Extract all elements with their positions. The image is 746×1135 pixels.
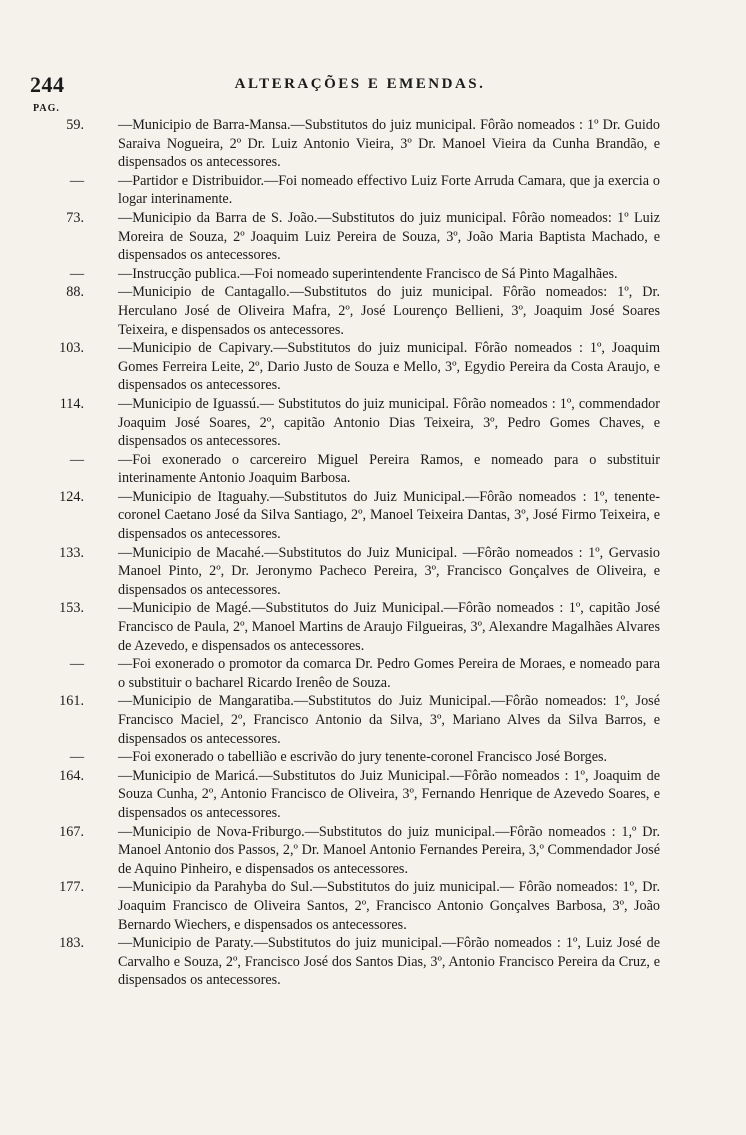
entry-number: 103. [59,340,84,357]
entry [59,488,660,544]
entry [69,265,660,284]
entry-text: —Instrucção publica.—Foi nomeado superintendente Francisco de Sá Pinto Magalhães. [118,265,618,282]
entry [59,599,660,655]
entry-text: —Municipio de Capivary.—Substitutos do juiz municipal. Fôrão nomeados : 1º, Joaquim Gomes Ferreira Leite, 2º, Dario Justo de Souza e Mello, 3º, Egydio Pereira da Costa Araujo, e dispensados os antecessores. [118,340,660,394]
entry [69,655,660,692]
entry-number: 133. [59,544,84,561]
entry-number: — [69,265,84,282]
entry-text: —Municipio da Parahyba do Sul.—Substitutos do juiz municipal.— Fôrão nomeados: 1º, Dr. Joaquim Francisco de Oliveira Santos, 2º, Francisco Antonio Gonçalves Barbosa, 3º, João Bernardo Wiechers, e dispensados os antecessores. [118,879,660,933]
entry [59,767,660,823]
column-label: PAG. [33,103,60,114]
entry-text: —Municipio de Magé.—Substitutos do Juiz Municipal.—Fôrão nomeados : 1º, capitão José Francisco de Paula, 2º, Manoel Martins de Araujo Filgueiras, 3º, Alexandre Magalhães Alvares de Azevedo, e dispensados os antecessores. [118,600,660,654]
entry-text: —Municipio de Macahé.—Substitutos do Juiz Municipal. —Fôrão nomeados : 1º, Gervasio Manoel Pinto, 2º, Dr. Jeronymo Pacheco Pereira, 3º, Francisco Gonçalves de Oliveira, e dispensados os antecessores. [118,544,660,598]
entry [59,934,660,990]
running-title: ALTERAÇÕES E EMENDAS. [234,76,486,92]
entry-text: —Municipio da Barra de S. João.—Substitutos do juiz municipal. Fôrão nomeados: 1º Luiz Moreira de Souza, 2º Joaquim Luiz Pereira de Souza, 3º, João Maria Baptista Machado, e dispensados os antecessores. [118,209,660,264]
entry-text: —Foi exonerado o promotor da comarca Dr. Pedro Gomes Pereira de Moraes, e nomeado para o substituir o bacharel Ricardo Irenêo de Souza. [118,656,660,691]
entry-number: 59. [66,117,84,133]
entry-number: 114. [59,395,84,412]
entry-number: 177. [59,879,84,896]
entry-number: 183. [59,935,84,952]
entry-text: —Foi exonerado o carcereiro Miguel Pereira Ramos, e nomeado para o substituir interinamente Antonio Joaquim Barbosa. [118,451,660,487]
entry-text: —Municipio de Itaguahy.—Substitutos do Juiz Municipal.—Fôrão nomeados : 1º, tenente-coronel Caetano José da Silva Santiago, 2º, Manoel Teixeira Dantas, 3º, José Firmo Teixeira, e dispensados os antecessores. [118,488,660,543]
entry-text: —Municipio de Barra-Mansa.—Substitutos do juiz municipal. Fôrão nomeados : 1º Dr. Guido Saraiva Nogueira, 2º Dr. Luiz Antonio Vieira, 3º Dr. Manoel Vieira da Cunha Brandão, e dispensados os antecessores. [118,117,660,171]
entry [59,878,660,934]
entry-text: —Municipio de Nova-Friburgo.—Substitutos do juiz municipal.—Fôrão nomeados : 1,º Dr. Manoel Antonio dos Passos, 2,º Dr. Manoel Antonio Fernandes Pereira, 3,º Commendador José de Aquino Pinheiro, e dispensados os antecessores. [118,823,660,877]
entry-text: —Municipio de Paraty.—Substitutos do juiz municipal.—Fôrão nomeados : 1º, Luiz José de Carvalho e Souza, 2º, Francisco José dos Santos Dias, 3º, Antonio Francisco Pereira da Cruz, e dispensados os antecessores. [118,935,660,989]
entry-text: —Municipio de Iguassú.— Substitutos do juiz municipal. Fôrão nomeados : 1º, commendador Joaquim José Soares, 2º, capitão Antonio Dias Teixeira, 3º, Pedro Gomes Chaves, e dispensados os antecessores. [118,395,660,450]
entry [69,748,660,767]
entry-number: 164. [59,767,84,784]
entry [66,116,660,172]
entry [59,339,660,395]
entry-number: 124. [59,488,84,505]
entry [66,209,660,265]
page-header [30,72,690,100]
entry-text: —Municipio de Cantagallo.—Substitutos do juiz municipal. Fôrão nomeados: 1º, Dr. Herculano José de Oliveira Mafra, 2º, José Lourenço Bellieni, 3º, Joaquim José Soares Teixeira, e dispensados os antecessores. [118,284,660,338]
entry-text: —Partidor e Distribuidor.—Foi nomeado effectivo Luiz Forte Arruda Camara, que ja exercia o logar interinamente. [118,172,660,208]
entry [59,395,660,451]
entry-number: 73. [66,209,84,226]
page-number: 244 [30,72,65,97]
entry-number: 153. [59,600,84,617]
entry [69,172,660,209]
entry [59,823,660,879]
entry-text: —Municipio de Mangaratiba.—Substitutos do Juiz Municipal.—Fôrão nomeados: 1º, José Francisco Maciel, 2º, Francisco Antonio da Silva, 3º, Mariano Alves da Silva Barros, e dispensados os antecessores. [118,693,660,747]
entry [59,544,660,600]
entries-list [0,116,746,990]
entry-number: — [69,656,84,673]
entry-number: 161. [59,693,84,710]
entry-number: — [69,749,84,766]
entry-text: —Foi exonerado o tabellião e escrivão do jury tenente-coronel Francisco José Borges. [118,749,608,766]
entry-text: —Municipio de Maricá.—Substitutos do Juiz Municipal.—Fôrão nomeados : 1º, Joaquim de Souza Cunha, 2º, Antonio Francisco de Oliveira, 3º, Fernando Henrique de Azevedo Soares, e dispensados os antecessores. [118,767,660,821]
entry-number: — [69,172,84,189]
entry [66,283,660,339]
entry [59,692,660,748]
entry-number: 167. [59,823,84,840]
entry-number: 88. [66,284,84,301]
entry-number: — [69,451,84,468]
entry [69,451,660,488]
